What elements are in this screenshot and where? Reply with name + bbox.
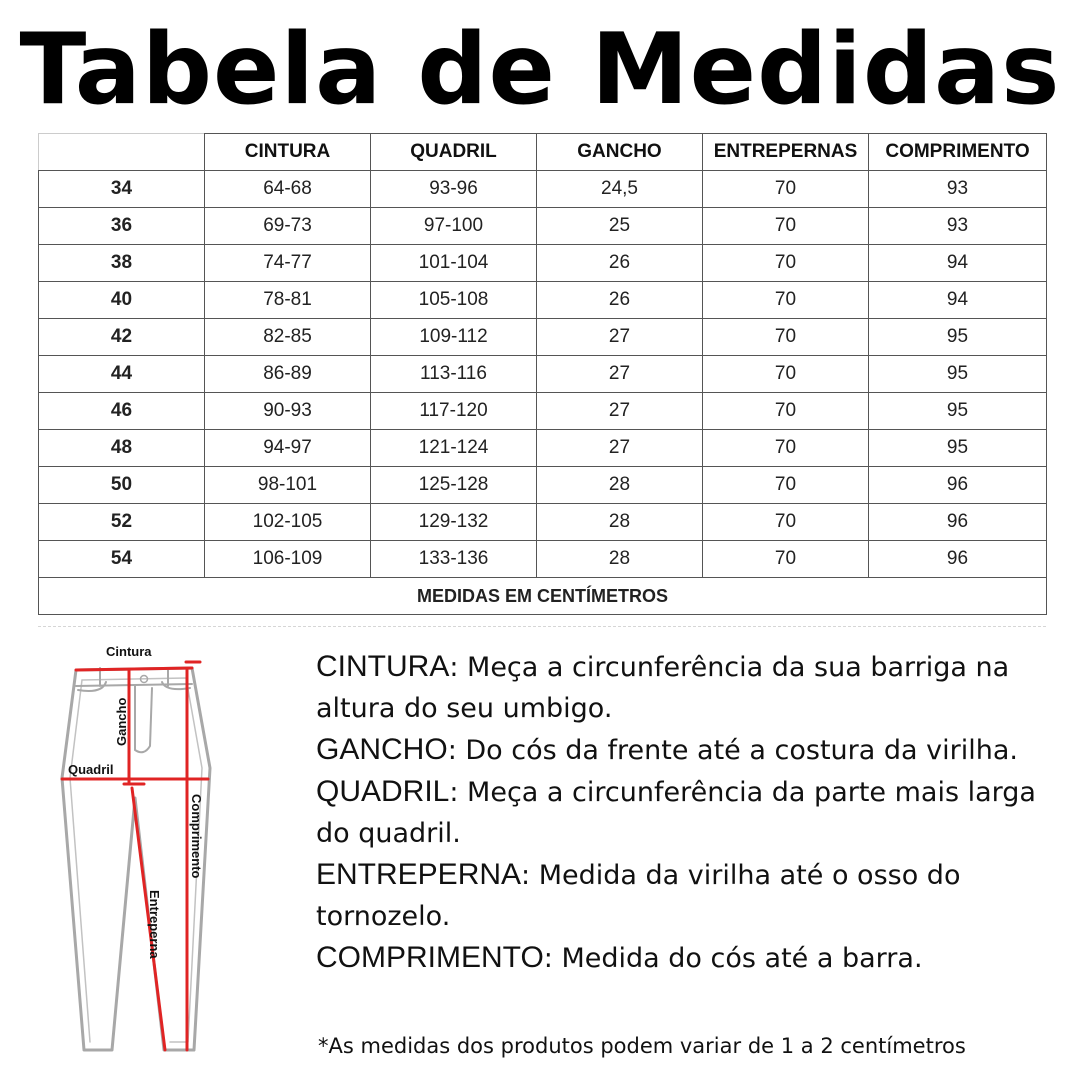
table-cell: 121-124 (371, 430, 537, 467)
table-cell: 70 (703, 208, 869, 245)
table-row (39, 504, 1047, 541)
label-quadril: Quadril (68, 762, 114, 777)
table-cell: 70 (703, 171, 869, 208)
table-cell: 70 (703, 393, 869, 430)
label-comprimento: Comprimento (189, 794, 204, 879)
table-cell: 133-136 (371, 541, 537, 578)
size-cell: 52 (39, 504, 205, 541)
term-cintura: CINTURA (316, 650, 450, 683)
table-cell: 109-112 (371, 319, 537, 356)
table-row (39, 356, 1047, 393)
table-cell: 25 (537, 208, 703, 245)
table-cell: 98-101 (205, 467, 371, 504)
pants-diagram (40, 638, 280, 1078)
table-row (39, 467, 1047, 504)
table-row (39, 282, 1047, 319)
header-gancho: GANCHO (537, 134, 703, 171)
table-cell: 69-73 (205, 208, 371, 245)
table-cell: 27 (537, 356, 703, 393)
table-cell: 113-116 (371, 356, 537, 393)
table-cell: 26 (537, 282, 703, 319)
table-cell: 96 (869, 467, 1047, 504)
table-row (39, 208, 1047, 245)
table-cell: 96 (869, 504, 1047, 541)
header-entrepernas: ENTREPERNAS (703, 134, 869, 171)
text-comprimento: : Medida do cós até a barra. (543, 943, 923, 974)
table-cell: 74-77 (205, 245, 371, 282)
table-cell: 86-89 (205, 356, 371, 393)
table-cell: 93-96 (371, 171, 537, 208)
table-cell: 28 (537, 467, 703, 504)
table-row (39, 393, 1047, 430)
text-quadril: : Meça a circunferência da parte mais larga do quadril. (316, 777, 1036, 849)
table-cell: 105-108 (371, 282, 537, 319)
table-cell: 90-93 (205, 393, 371, 430)
table-cell: 70 (703, 245, 869, 282)
table-cell: 95 (869, 319, 1047, 356)
table-cell: 28 (537, 541, 703, 578)
table-cell: 27 (537, 430, 703, 467)
size-cell: 46 (39, 393, 205, 430)
table-cell: 82-85 (205, 319, 371, 356)
table-cell: 129-132 (371, 504, 537, 541)
term-gancho: GANCHO (316, 733, 448, 766)
guide-comprimento (316, 937, 1056, 979)
sheet-gridline (38, 626, 1046, 633)
table-cell: 95 (869, 430, 1047, 467)
table-cell: 106-109 (205, 541, 371, 578)
measurement-guide (316, 646, 1056, 979)
table-cell: 94 (869, 282, 1047, 319)
table-cell: 94 (869, 245, 1047, 282)
text-cintura: : Meça a circunferência da sua barriga na altura do seu umbigo. (316, 652, 1010, 724)
table-row (39, 171, 1047, 208)
table-cell: 95 (869, 356, 1047, 393)
variation-note: *As medidas dos produtos podem variar de 1 a 2 centímetros (318, 1034, 966, 1058)
term-quadril: QUADRIL (316, 775, 450, 808)
table-cell: 117-120 (371, 393, 537, 430)
size-cell: 44 (39, 356, 205, 393)
table-row (39, 430, 1047, 467)
size-cell: 36 (39, 208, 205, 245)
size-cell: 40 (39, 282, 205, 319)
table-cell: 94-97 (205, 430, 371, 467)
text-entreperna: : Medida da virilha até o osso do tornozelo. (316, 860, 961, 932)
guide-quadril (316, 771, 1056, 854)
table-cell: 95 (869, 393, 1047, 430)
size-cell: 50 (39, 467, 205, 504)
size-table (38, 133, 1047, 615)
table-cell: 102-105 (205, 504, 371, 541)
cintura-line (76, 668, 192, 670)
table-cell: 78-81 (205, 282, 371, 319)
label-gancho: Gancho (114, 697, 129, 746)
header-cintura: CINTURA (205, 134, 371, 171)
table-cell: 70 (703, 467, 869, 504)
header-blank (39, 134, 205, 171)
table-cell: 125-128 (371, 467, 537, 504)
table-row (39, 245, 1047, 282)
label-entreperna: Entreperna (147, 890, 162, 959)
table-footer-row (39, 578, 1047, 615)
term-entreperna: ENTREPERNA (316, 858, 522, 891)
table-body (39, 171, 1047, 578)
table-cell: 93 (869, 208, 1047, 245)
size-cell: 34 (39, 171, 205, 208)
table-cell: 70 (703, 282, 869, 319)
page-title: Tabela de Medidas (19, 13, 1061, 127)
size-cell: 48 (39, 430, 205, 467)
guide-gancho (316, 729, 1056, 771)
text-gancho: : Do cós da frente até a costura da virilha. (447, 735, 1018, 766)
table-cell: 28 (537, 504, 703, 541)
size-cell: 38 (39, 245, 205, 282)
size-cell: 54 (39, 541, 205, 578)
table-cell: 93 (869, 171, 1047, 208)
table-row (39, 319, 1047, 356)
table-row (39, 541, 1047, 578)
term-comprimento: COMPRIMENTO (316, 941, 544, 974)
table-cell: 64-68 (205, 171, 371, 208)
header-comprimento: COMPRIMENTO (869, 134, 1047, 171)
table-cell: 96 (869, 541, 1047, 578)
table-cell: 97-100 (371, 208, 537, 245)
label-cintura: Cintura (106, 644, 152, 659)
table-cell: 70 (703, 319, 869, 356)
table-cell: 70 (703, 541, 869, 578)
table-cell: 70 (703, 504, 869, 541)
table-cell: 27 (537, 393, 703, 430)
table-cell: 27 (537, 319, 703, 356)
table-cell: 70 (703, 430, 869, 467)
table-cell: 70 (703, 356, 869, 393)
table-cell: 24,5 (537, 171, 703, 208)
table-header-row (39, 134, 1047, 171)
header-quadril: QUADRIL (371, 134, 537, 171)
guide-entreperna (316, 854, 1056, 937)
guide-cintura (316, 646, 1056, 729)
table-cell: 26 (537, 245, 703, 282)
units-note: MEDIDAS EM CENTÍMETROS (39, 578, 1047, 615)
table-cell: 101-104 (371, 245, 537, 282)
size-cell: 42 (39, 319, 205, 356)
